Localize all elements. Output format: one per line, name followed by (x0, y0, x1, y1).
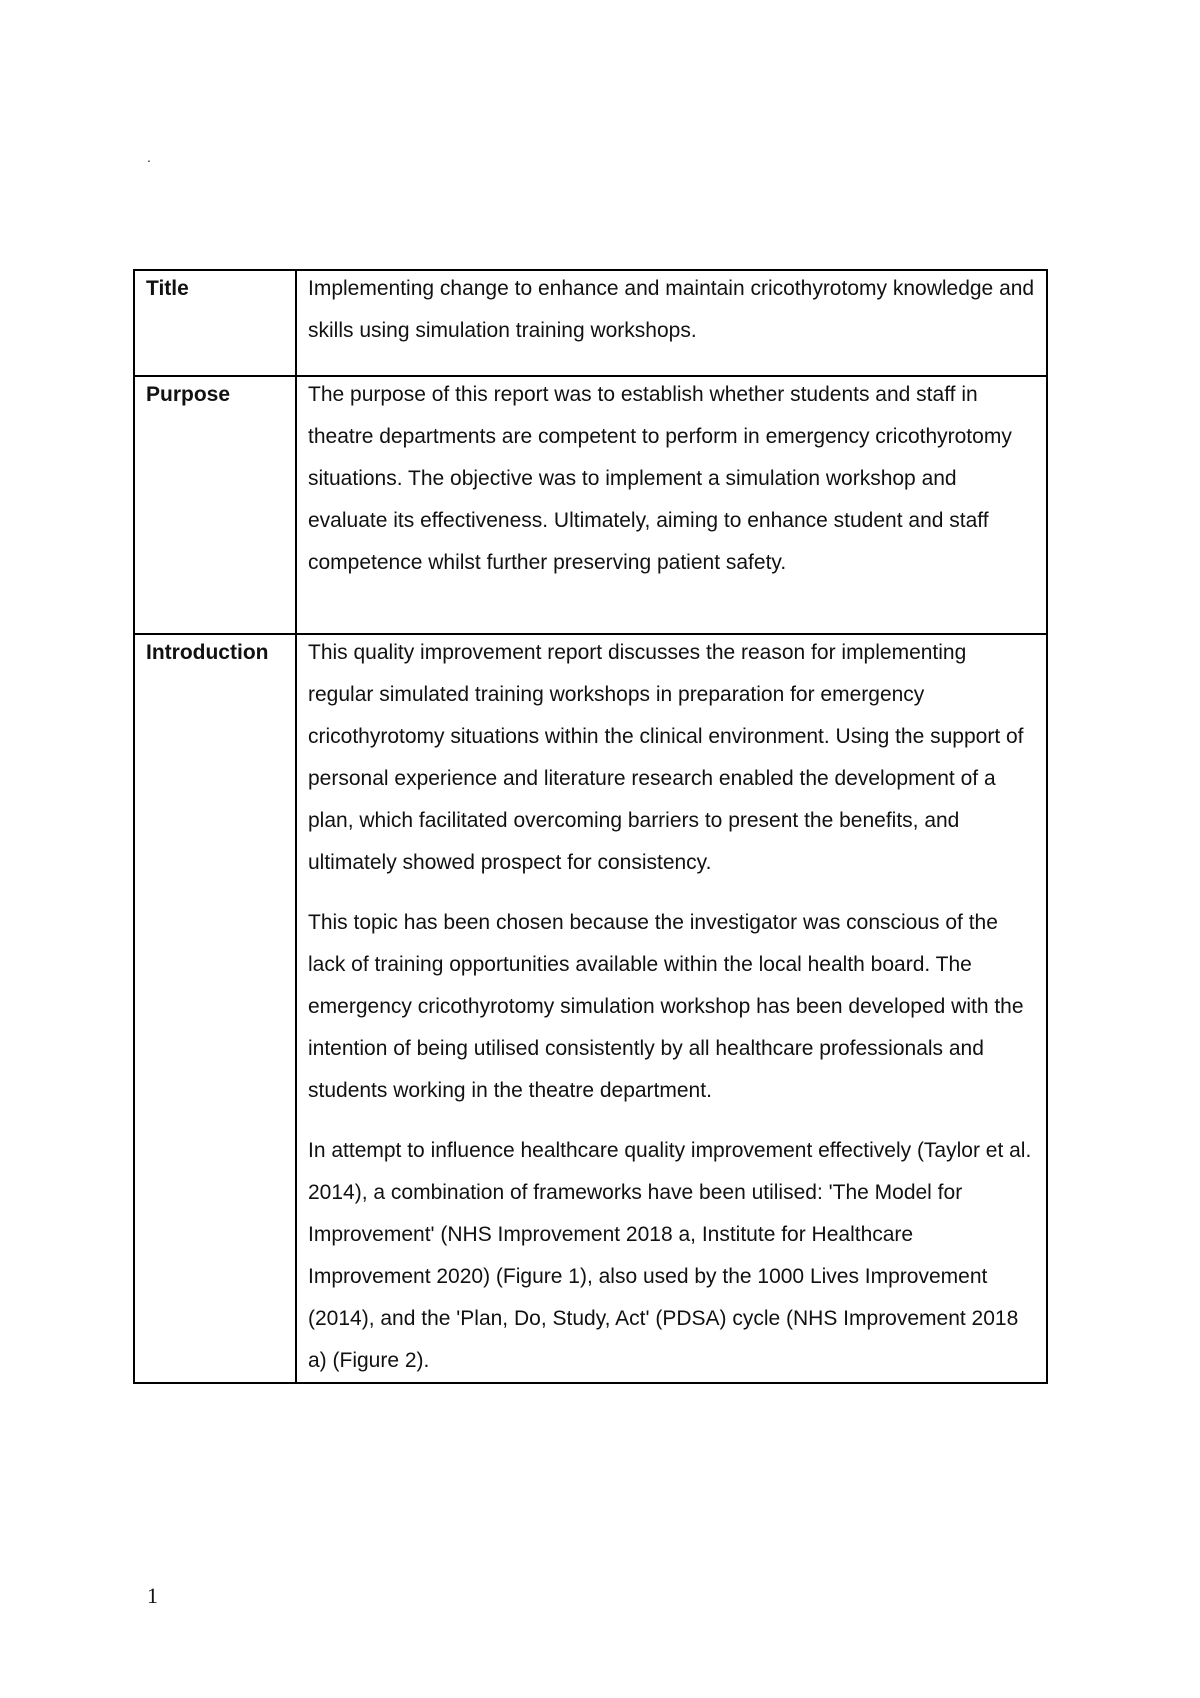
row-label-cell (134, 270, 296, 376)
row-label-cell (134, 376, 296, 634)
row-content-cell (296, 270, 1047, 376)
row-content-cell (296, 634, 1047, 1383)
row-content-cell (296, 376, 1047, 634)
introduction-paragraph: This topic has been chosen because the investigator was conscious of the lack of training opportunities available within the local health board. The emergency cricothyrotomy simulation workshop has been developed with the intention of being utilised consistently by all healthcare professionals and students working in the theatre department. (308, 911, 1024, 1102)
introduction-paragraph: This quality improvement report discusses the reason for implementing regular simulated training workshops in preparation for emergency cricothyrotomy situations within the clinical environment. Using the support of personal experience and literature research enabled the development of a plan, which facilitated overcoming barriers to present the benefits, and ultimately showed prospect for consistency. (308, 641, 1024, 874)
title-text: Implementing change to enhance and maintain cricothyrotomy knowledge and skills using simulation training workshops. (308, 277, 1035, 342)
page-number: 1 (147, 1583, 158, 1608)
introduction-paragraph: In attempt to influence healthcare quality improvement effectively (Taylor et al. 2014), a combination of frameworks have been utilised: 'The Model for Improvement' (NHS Improvement 2018 a, Institute for Healthcare Improvement 2020) (Figure 1), also used by the 1000 Lives Improvement (2014), and the 'Plan, Do, Study, Act' (PDSA) cycle (NHS Improvement 2018 a) (Figure 2). (308, 1139, 1032, 1372)
purpose-text: The purpose of this report was to establish whether students and staff in theatre departments are competent to perform in emergency cricothyrotomy situations. The objective was to implement a simulation workshop and evaluate its effectiveness. Ultimately, aiming to enhance student and staff competence whilst further preserving patient safety. (308, 383, 1012, 574)
table-row-introduction (134, 634, 1047, 1383)
row-label-purpose: Purpose (146, 383, 231, 406)
row-label-title: Title (146, 277, 189, 300)
table-row-title (134, 270, 1047, 376)
top-mark: . (147, 149, 151, 165)
row-label-cell (134, 634, 296, 1383)
row-label-introduction: Introduction (146, 641, 269, 664)
table-row-purpose (134, 376, 1047, 634)
report-summary-table (133, 269, 1048, 1384)
